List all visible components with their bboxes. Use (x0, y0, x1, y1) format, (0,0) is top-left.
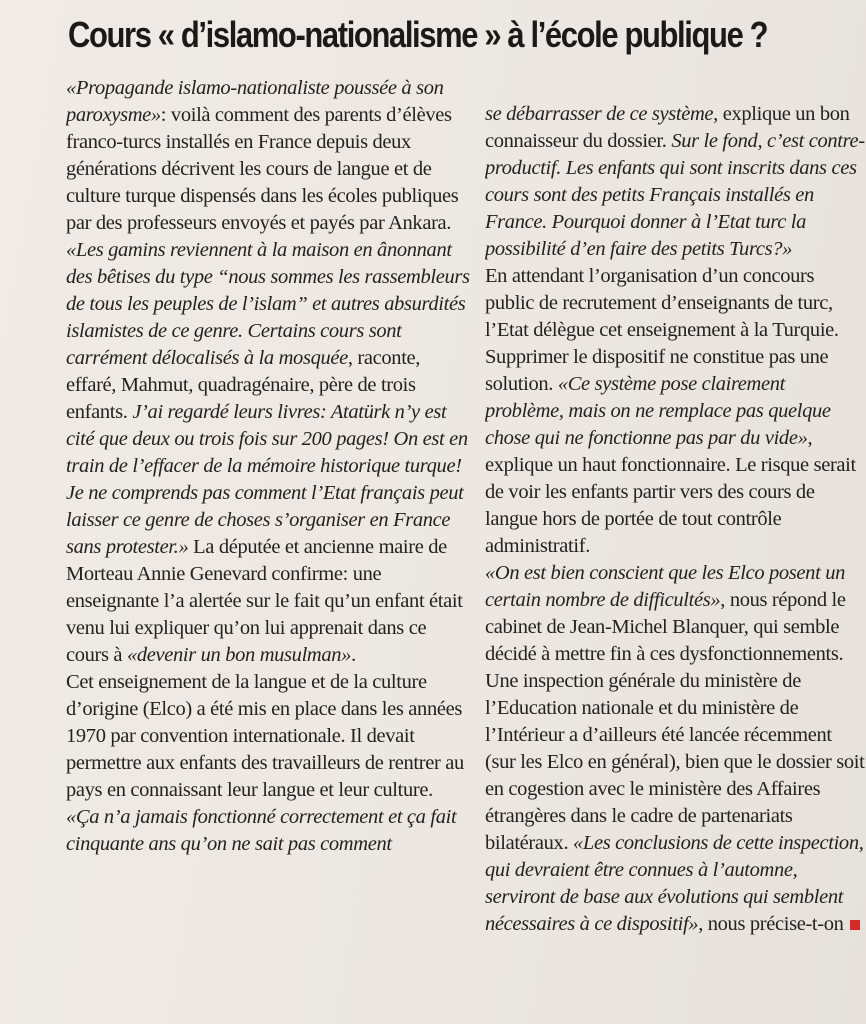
body-text: , nous répond le cabinet de Jean-Michel Blanquer, qui semble décidé à mettre fin à ces dysfonctionnements. Une inspection générale du ministère de l’Education nationale et du ministère de l’Intérieur a d’ailleurs été lancée récemment (sur les Elco en général), bien que le dossier soit en cogestion avec le ministère des Affaires étrangères dans le cadre de partenariats bilatéraux. (485, 589, 865, 854)
body-text: En attendant l’organisation d’un concours public de recrutement d’enseignants de turc, l’Etat délègue cet enseignement à la Turquie. Supprimer le dispositif ne constitue pas une solution. (485, 265, 839, 395)
article-column-left (66, 75, 470, 1010)
article-paragraph (66, 804, 470, 858)
article-paragraph (66, 669, 470, 804)
article-column-right (485, 101, 866, 991)
quote-text: «devenir un bon musulman» (126, 644, 352, 666)
body-text: , raconte, effaré, Mahmut, quadragénaire, père de trois enfants. (66, 347, 421, 423)
body-text: : voilà comment des parents d’élèves franco-turcs installés en France depuis deux générations décrivent les cours de langue et de culture turque dispensés dans les écoles publiques par des professeurs envoyés et payés par Ankara. (66, 104, 459, 234)
article-headline: Cours « d’islamo-nationalisme » à l’école publique ? (68, 14, 768, 55)
quote-text: «Les gamins reviennent à la maison en ânonnant des bêtises du type “nous sommes les rassembleurs de tous les peuples de l’islam” et autres absurdités islamistes de ce genre. Certains cours sont carrément délocalisés à la mosquée (66, 239, 470, 369)
quote-text: «Propagande islamo-nationaliste poussée à son paroxysme» (66, 77, 444, 126)
quote-text: J’ai regardé leurs livres: Atatürk n’y est cité que deux ou trois fois sur 200 pages! On est en train de l’effacer de la mémoire historique turque! Je ne comprends pas comment l’Etat français peut laisser ce genre de choses s’organiser en France sans protester.» (66, 401, 468, 558)
article-paragraph (485, 101, 866, 263)
quote-text: Sur le fond, c’est contre-productif. Les enfants qui sont inscrits dans ces cours sont des petits Français installés en France. Pourquoi donner à l’Etat turc la possibilité d’en faire des petits Turcs?» (485, 130, 865, 260)
body-text: , nous précise-t-on (698, 913, 844, 935)
body-text: , explique un bon connaisseur du dossier. (485, 103, 850, 152)
body-text: Cet enseignement de la langue et de la culture d’origine (Elco) a été mis en place dans les années 1970 par convention internationale. Il devait permettre aux enfants des travailleurs de rentrer au pays en connaissant leur langue et leur culture. (66, 671, 464, 801)
article-paragraph (485, 263, 866, 560)
quote-text: se débarrasser de ce système (485, 103, 714, 125)
quote-text: «Ça n’a jamais fonctionné correctement et ça fait cinquante ans qu’on ne sait pas comment (66, 806, 457, 855)
end-mark-icon (850, 920, 860, 930)
quote-text: «On est bien conscient que les Elco posent un certain nombre de difficultés» (485, 562, 845, 611)
quote-text: «Les conclusions de cette inspection, qui devraient être connues à l’automne, serviront de base aux évolutions qui semblent nécessaires à ce dispositif» (485, 832, 864, 935)
article-paragraph (485, 560, 866, 938)
body-text: La députée et ancienne maire de Morteau Annie Genevard confirme: une enseignante l’a alertée sur le fait qu’un enfant était venu lui expliquer qu’on lui apprenait dans ce cours à (66, 536, 463, 666)
quote-text: «Ce système pose clairement problème, mais on ne remplace pas quelque chose qui ne fonctionne pas par du vide» (485, 373, 831, 449)
body-text: , explique un haut fonctionnaire. Le risque serait de voir les enfants partir vers des cours de langue hors de portée de tout contrôle administratif. (485, 427, 856, 557)
body-text: . (351, 644, 356, 666)
article-paragraph (66, 75, 470, 669)
